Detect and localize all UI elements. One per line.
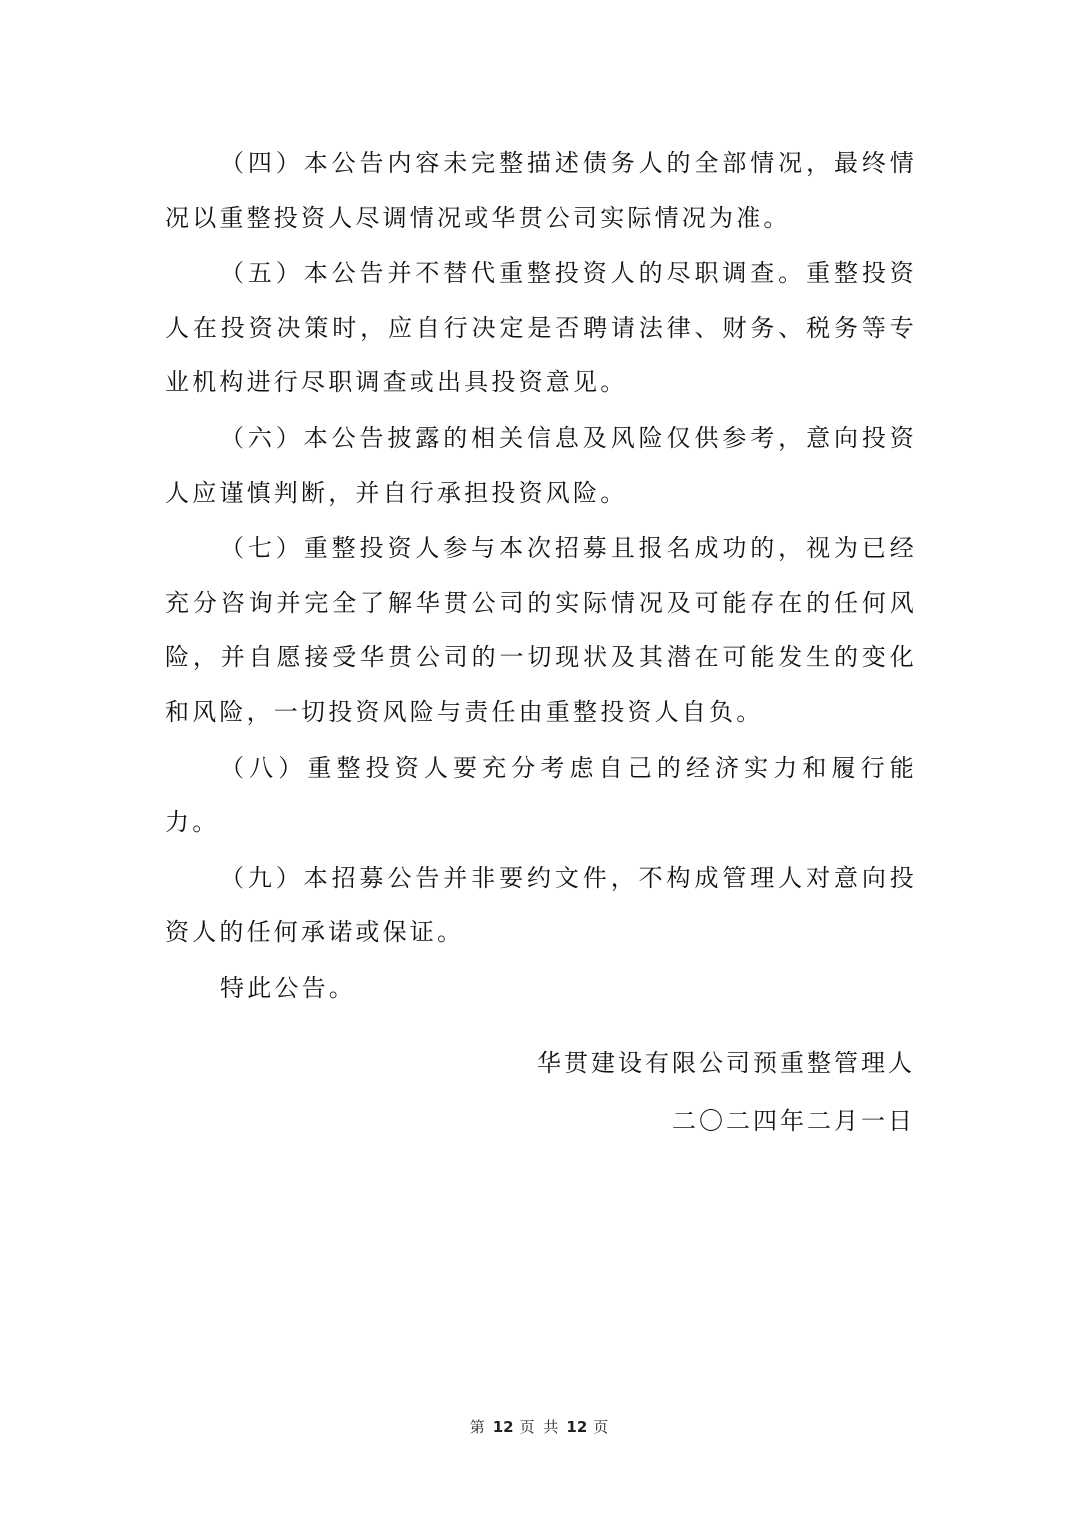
closing-line: 特此公告。 bbox=[220, 973, 356, 1002]
signature-date: 二〇二四年二月一日 bbox=[672, 1107, 915, 1135]
footer-prefix: 第 bbox=[469, 1418, 487, 1436]
paragraph-7: （七）重整投资人参与本次招募且报名成功的，视为已经充分咨询并完全了解华贯公司的实际情况及可能存在的任何风险，并自愿接受华贯公司的一切现状及其潜在可能发生的变化和风险，一切投资风险与责任由重整投资人自负。 bbox=[165, 534, 917, 726]
footer-middle: 页 共 bbox=[519, 1418, 561, 1436]
paragraph-9: （九）本招募公告并非要约文件，不构成管理人对意向投资人的任何承诺或保证。 bbox=[165, 863, 917, 947]
page-footer bbox=[0, 1416, 1080, 1437]
footer-suffix: 页 bbox=[593, 1418, 611, 1436]
notice-body bbox=[165, 136, 917, 1016]
paragraph-5: （五）本公告并不替代重整投资人的尽职调查。重整投资人在投资决策时，应自行决定是否聘请法律、财务、税务等专业机构进行尽职调查或出具投资意见。 bbox=[165, 259, 917, 397]
footer-total-pages: 12 bbox=[566, 1418, 588, 1436]
signature-organization: 华贯建设有限公司预重整管理人 bbox=[537, 1049, 915, 1077]
paragraph-4: （四）本公告内容未完整描述债务人的全部情况，最终情况以重整投资人尽调情况或华贯公司实际情况为准。 bbox=[165, 149, 917, 232]
paragraph-8: （八）重整投资人要充分考虑自己的经济实力和履行能力。 bbox=[165, 753, 917, 837]
paragraph-6: （六）本公告披露的相关信息及风险仅供参考，意向投资人应谨慎判断，并自行承担投资风险。 bbox=[165, 423, 917, 507]
footer-current-page: 12 bbox=[492, 1418, 514, 1436]
